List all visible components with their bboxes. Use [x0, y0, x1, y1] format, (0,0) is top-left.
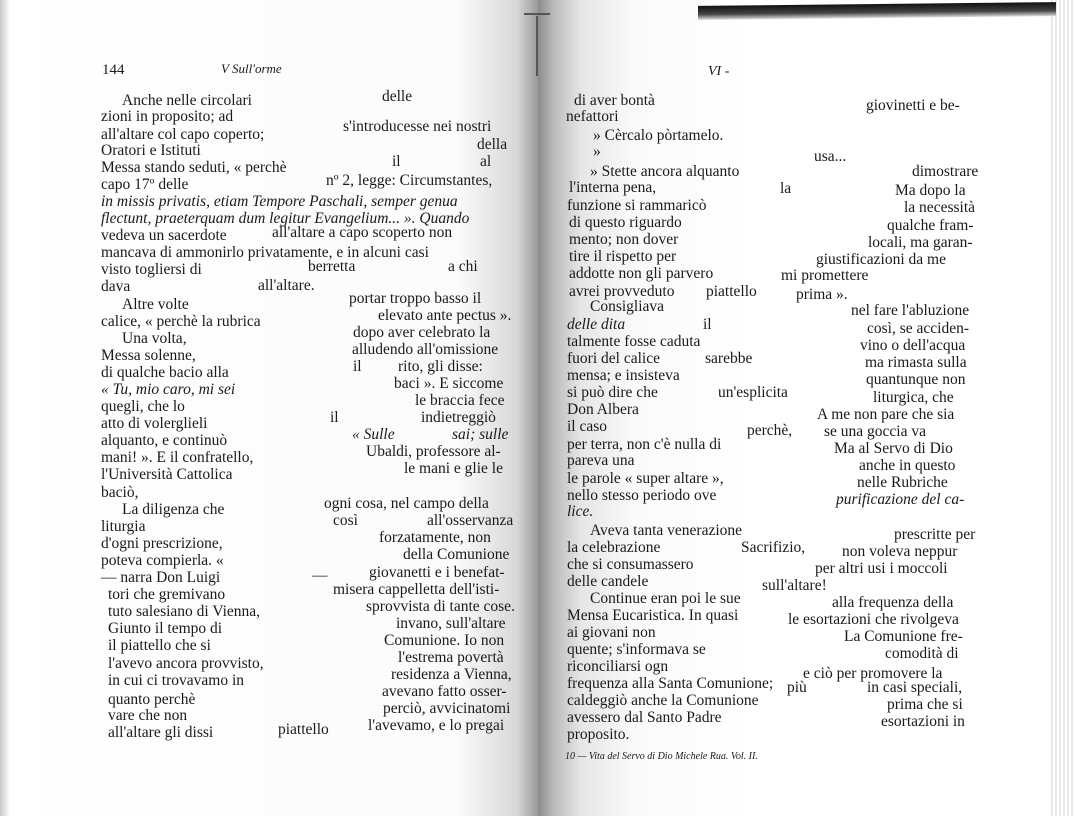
text-fragment: A me non pare che sia: [817, 406, 955, 423]
text-line: il caso: [567, 418, 608, 435]
text-fragment: nel fare l'abluzione: [851, 302, 970, 319]
text-line: di qualche bacio alla: [101, 364, 229, 381]
text-line: frequenza alla Santa Comunione;: [567, 675, 774, 692]
text-fragment: nelle Rubriche: [857, 474, 948, 491]
text-fragment: per altri usi i moccoli: [815, 560, 948, 577]
text-line: d'ogni prescrizione,: [101, 535, 223, 552]
text-fragment: più: [787, 679, 807, 696]
text-line: avrei provveduto: [569, 283, 675, 300]
text-line: vare che non: [108, 707, 188, 724]
text-line: — narra Don Luigi: [101, 569, 221, 586]
text-line: la celebrazione: [567, 539, 661, 556]
text-fragment: dopo aver celebrato la: [353, 324, 491, 341]
page-number-left: 144: [102, 62, 125, 78]
text-line: mancava di ammonirlo privatamente, e in alcuni casi: [101, 244, 429, 261]
text-line: » Stette ancora alquanto: [590, 163, 740, 180]
text-line: vedeva un sacerdote: [101, 227, 227, 244]
text-fragment: sai; sulle: [452, 426, 509, 443]
gutter-mark: [524, 13, 550, 15]
text-line: l'interna pena,: [569, 179, 657, 196]
text-fragment: esortazioni in: [881, 713, 965, 730]
text-line: per terra, non c'è nulla di: [567, 436, 722, 453]
text-fragment: La Comunione fre-: [844, 628, 963, 645]
text-fragment: liturgica, che: [873, 389, 954, 406]
text-line: » Cèrcalo pòrtamelo.: [593, 127, 724, 144]
text-fragment: delle: [382, 88, 413, 105]
text-fragment: nº 2, legge: Circumstantes,: [326, 172, 493, 189]
text-line: di questo riguardo: [569, 214, 682, 231]
text-line: quegli, che lo: [101, 398, 185, 415]
text-fragment: all'altare.: [258, 277, 315, 294]
text-line: nello stesso periodo ove: [567, 487, 717, 504]
text-line: Giunto il tempo di: [108, 620, 223, 637]
text-fragment: alla frequenza della: [832, 594, 954, 611]
text-line: liturgia: [101, 518, 146, 535]
text-line: l'Università Cattolica: [101, 466, 233, 483]
text-fragment: Ma al Servo di Dio: [834, 440, 953, 457]
text-fragment: anche in questo: [859, 457, 956, 474]
text-fragment: a chi: [448, 258, 478, 275]
text-line: mani! ». E il confratello,: [101, 449, 254, 466]
text-line: atto di volerglieli: [101, 415, 208, 432]
text-fragment: piattello: [278, 721, 329, 738]
text-line: flectunt, praeterquam dum legitur Evangelium... ». Quando: [101, 210, 470, 227]
gutter-line: [536, 16, 538, 76]
text-line: delle candele: [567, 573, 649, 590]
text-line: »: [593, 143, 601, 160]
text-fragment: giovinetti e be-: [866, 97, 960, 114]
text-line: caldeggiò anche la Comunione: [567, 692, 759, 709]
text-line: Altre volte: [122, 296, 189, 313]
text-fragment: sprovvista di tante cose.: [366, 598, 515, 615]
text-fragment: elevato ante pectus ».: [378, 307, 512, 324]
text-line: delle dita: [567, 316, 626, 333]
text-fragment: indietreggiò: [421, 409, 496, 426]
text-fragment: dimostrare: [912, 163, 979, 180]
text-fragment: l'estrema povertà: [398, 649, 504, 666]
text-fragment: quantunque non: [866, 371, 966, 388]
text-line: tori che gremivano: [108, 586, 226, 603]
text-line: poteva compierla. «: [101, 552, 224, 569]
text-fragment: comodità di: [885, 645, 959, 662]
text-line: tire il rispetto per: [569, 248, 677, 265]
text-line: calice, « perchè la rubrica: [101, 313, 261, 330]
text-line: alquanto, e continuò: [101, 432, 228, 449]
text-line: Consigliava: [590, 298, 665, 315]
text-fragment: in casi speciali,: [867, 679, 963, 696]
text-line: il piattello che si: [108, 637, 211, 654]
running-head-left: V Sull'orme: [221, 61, 282, 76]
text-line: addotte non gli parvero: [569, 265, 714, 282]
running-head-right: VI -: [708, 64, 730, 79]
text-line: capo 17º delle: [101, 176, 189, 193]
page-edge-left: [0, 0, 10, 816]
text-fragment: sarebbe: [705, 350, 753, 367]
text-line: che si consumassero: [567, 556, 694, 573]
text-fragment: usa...: [814, 148, 847, 165]
text-fragment: ma rimasta sulla: [865, 354, 967, 371]
text-line: pareva una: [567, 452, 635, 469]
text-fragment: e ciò per promovere la: [803, 665, 943, 682]
text-fragment: le braccia fece: [415, 392, 505, 409]
text-line: Mensa Eucaristica. In quasi: [567, 607, 739, 624]
text-fragment: locali, ma garan-: [868, 234, 973, 251]
text-line: Messa stando seduti, « perchè: [101, 159, 287, 176]
text-line: Don Albera: [567, 401, 639, 418]
text-fragment: al: [480, 153, 492, 170]
text-line: all'altare gli dissi: [108, 724, 214, 741]
text-line: « Tu, mio caro, mi sei: [101, 381, 236, 398]
text-fragment: perchè,: [747, 422, 793, 439]
text-fragment: Ma dopo la: [895, 182, 966, 199]
text-line: Messa solenne,: [101, 347, 196, 364]
right-page: [538, 0, 1075, 816]
text-line: fuori del calice: [567, 350, 660, 367]
text-line: Continue eran poi le sue: [590, 590, 741, 607]
text-line: dava: [101, 278, 131, 295]
text-fragment: all'altare a capo scoperto non: [272, 224, 453, 241]
page-edge-right: [1049, 0, 1075, 816]
text-fragment: giustificazioni da me: [816, 251, 946, 268]
text-fragment: un'esplicita: [718, 384, 788, 401]
text-line: talmente fosse caduta: [567, 333, 701, 350]
text-fragment: della Comunione: [403, 546, 510, 563]
text-fragment: prima che si: [887, 696, 963, 713]
text-fragment: baci ». E siccome: [394, 375, 504, 392]
text-line: quanto perchè: [108, 691, 196, 708]
text-fragment: il: [330, 409, 339, 426]
text-line: in missis privatis, etiam Tempore Paschali, semper genua: [101, 193, 458, 210]
page-footer: 10 — Vita del Servo di Dio Michele Rua. Vol. II.: [565, 751, 758, 762]
text-fragment: mi promettere: [781, 267, 869, 284]
text-line: mento; non dover: [569, 231, 679, 248]
text-fragment: la necessità: [904, 199, 976, 216]
text-fragment: piattello: [706, 283, 757, 300]
text-line: Anche nelle circolari: [122, 92, 252, 109]
text-line: tuto salesiano di Vienna,: [108, 603, 261, 620]
text-fragment: se una goccia va: [824, 423, 926, 440]
text-fragment: così, se acciden-: [867, 320, 969, 337]
text-fragment: giovanetti e i benefat-: [369, 564, 505, 581]
text-fragment: le esortazioni che rivolgeva: [788, 611, 959, 628]
text-fragment: berretta: [308, 258, 356, 275]
text-line: La diligenza che: [122, 501, 225, 518]
text-fragment: portar troppo basso il: [349, 290, 482, 307]
text-line: quente; s'informava se: [567, 641, 706, 658]
text-fragment: rito, gli disse:: [398, 358, 483, 375]
text-fragment: all'osservanza: [427, 512, 514, 529]
text-fragment: invano, sull'altare: [396, 615, 506, 632]
text-line: l'avevo ancora provvisto,: [108, 655, 264, 672]
text-fragment: prima ».: [796, 286, 848, 303]
text-fragment: prescritte per: [894, 526, 976, 543]
text-line: Aveva tanta venerazione: [590, 522, 743, 539]
text-fragment: la: [780, 180, 792, 197]
text-fragment: Comunione. Io non: [384, 632, 505, 649]
text-fragment: perciò, avvicinatomi: [383, 700, 511, 717]
text-line: Oratori e Istituti: [101, 142, 201, 159]
text-fragment: purificazione del ca-: [836, 491, 965, 508]
text-fragment: ogni cosa, nel campo della: [324, 495, 489, 512]
text-fragment: non voleva neppur: [842, 543, 958, 560]
text-line: mensa; e insisteva: [567, 367, 680, 384]
text-fragment: « Sulle: [352, 426, 395, 443]
text-fragment: il: [703, 316, 712, 333]
text-fragment: così: [333, 512, 358, 529]
text-line: avessero dal Santo Padre: [567, 709, 722, 726]
text-fragment: vino o dell'acqua: [860, 337, 966, 354]
text-fragment: della: [477, 136, 508, 153]
text-fragment: s'introducesse nei nostri: [343, 118, 492, 135]
text-fragment: Ubaldi, professore al-: [366, 443, 501, 460]
text-fragment: l'avevamo, e lo pregai: [368, 717, 505, 734]
text-line: riconciliarsi ogn: [567, 658, 669, 675]
text-fragment: il: [353, 358, 362, 375]
text-fragment: misera cappelletta dell'isti-: [333, 581, 500, 598]
text-fragment: Sacrifizio,: [741, 539, 806, 556]
text-line: visto togliersi di: [101, 261, 202, 278]
text-fragment: sull'altare!: [762, 577, 827, 594]
text-fragment: avevano fatto osser-: [382, 683, 507, 700]
text-line: zioni in proposito; ad: [101, 108, 234, 125]
text-line: proposito.: [567, 726, 630, 743]
text-fragment: il: [392, 153, 401, 170]
text-line: si può dire che: [567, 384, 658, 401]
text-line: lice.: [567, 503, 594, 520]
text-fragment: le mani e glie le: [404, 460, 503, 477]
text-line: le parole « super altare »,: [567, 470, 724, 487]
text-line: baciò,: [101, 484, 139, 501]
text-line: in cui ci trovavamo in: [108, 672, 245, 689]
text-fragment: qualche fram-: [887, 217, 974, 234]
text-line: ai giovani non: [567, 624, 656, 641]
text-line: nefattori: [566, 108, 619, 125]
text-line: funzione si rammaricò: [567, 197, 707, 214]
text-line: di aver bontà: [574, 92, 655, 109]
text-fragment: alludendo all'omissione: [352, 341, 499, 358]
text-fragment: residenza a Vienna,: [391, 666, 512, 683]
text-line: all'altare col capo coperto;: [101, 126, 265, 143]
text-fragment: —: [312, 567, 328, 584]
text-fragment: forzatamente, non: [379, 529, 491, 546]
text-line: Una volta,: [122, 330, 187, 347]
